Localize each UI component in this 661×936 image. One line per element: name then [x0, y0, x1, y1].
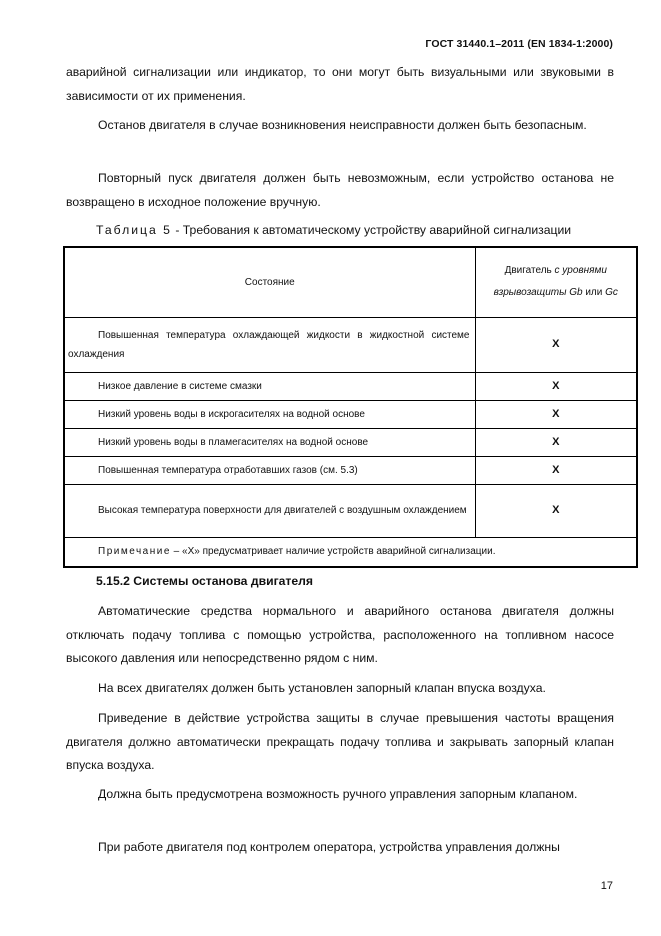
row-mark: X	[475, 456, 637, 484]
document-header: ГОСТ 31440.1–2011 (EN 1834-1:2000)	[425, 38, 613, 50]
row-mark: X	[475, 372, 637, 400]
table-note-text: – «X» предусматривает наличие устройств аварийной сигнализации.	[170, 546, 496, 558]
row-state: Низкое давление в системе смазки	[98, 380, 262, 392]
row-state: Повышенная температура охлаждающей жидкости в жидкостной системе охлаждения	[68, 329, 470, 360]
table-caption	[96, 223, 571, 237]
paragraph-air-valve: На всех двигателях должен быть установлен запорный клапан впуска воздуха.	[98, 681, 546, 695]
paragraph-engine-stop: Останов двигателя в случае возникновения неисправности должен быть безопасным.	[98, 118, 587, 132]
header-state: Состояние	[64, 247, 475, 317]
alarm-requirements-table	[63, 246, 638, 568]
paragraph-manual-control: Должна быть предусмотрена возможность ручного управления запорным клапаном.	[98, 787, 578, 801]
paragraph-restart: Повторный пуск двигателя должен быть невозможным, если устройство останова не возвращено в исходное положение вручную.	[66, 171, 614, 209]
header-engine-mid: или	[582, 287, 606, 299]
row-mark: X	[475, 317, 637, 372]
table-caption-text: - Требования к автоматическому устройству аварийной сигнализации	[171, 223, 572, 237]
header-engine-prefix: Двигатель	[504, 265, 555, 277]
row-mark: X	[475, 428, 637, 456]
row-state: Низкий уровень воды в искрогасителях на водной основе	[98, 408, 365, 420]
table-note	[64, 537, 637, 567]
header-engine	[475, 247, 637, 317]
header-engine-italic: с уровнями взрывозащиты Gb	[493, 265, 607, 299]
row-state: Высокая температура поверхности для двигателей с воздушным охлаждением	[98, 505, 467, 516]
paragraph-auto-stop: Автоматические средства нормального и аварийного останова двигателя должны отключать подачу топлива с помощью устройства, расположенного на топливном насосе высокого давления или непосредственно рядом с ним.	[66, 604, 614, 665]
table-row	[64, 317, 637, 372]
paragraph-continuation: аварийной сигнализации или индикатор, то они могут быть визуальными или звуковыми в зависимости от их применения.	[66, 65, 614, 103]
page-number: 17	[600, 880, 613, 892]
table-row	[64, 372, 637, 400]
row-mark: X	[475, 400, 637, 428]
paragraph-overspeed: Приведение в действие устройства защиты в случае превышения частоты вращения двигателя должно автоматически прекращать подачу топлива и закрывать запорный клапан впуска воздуха.	[66, 711, 614, 772]
table-caption-label: Таблица 5	[96, 223, 172, 237]
table-row	[64, 400, 637, 428]
section-title: 5.15.2 Системы останова двигателя	[96, 574, 314, 588]
row-state: Низкий уровень воды в пламегасителях на водной основе	[98, 436, 369, 448]
header-engine-suffix: Gc	[605, 287, 618, 299]
paragraph-operator: При работе двигателя под контролем оператора, устройства управления должны	[98, 840, 560, 854]
row-mark: X	[475, 484, 637, 537]
table-note-label: Примечание	[98, 546, 171, 558]
table-row	[64, 428, 637, 456]
table-row	[64, 456, 637, 484]
row-state: Повышенная температура отработавших газов (см. 5.3)	[98, 464, 358, 476]
table-row	[64, 484, 637, 537]
